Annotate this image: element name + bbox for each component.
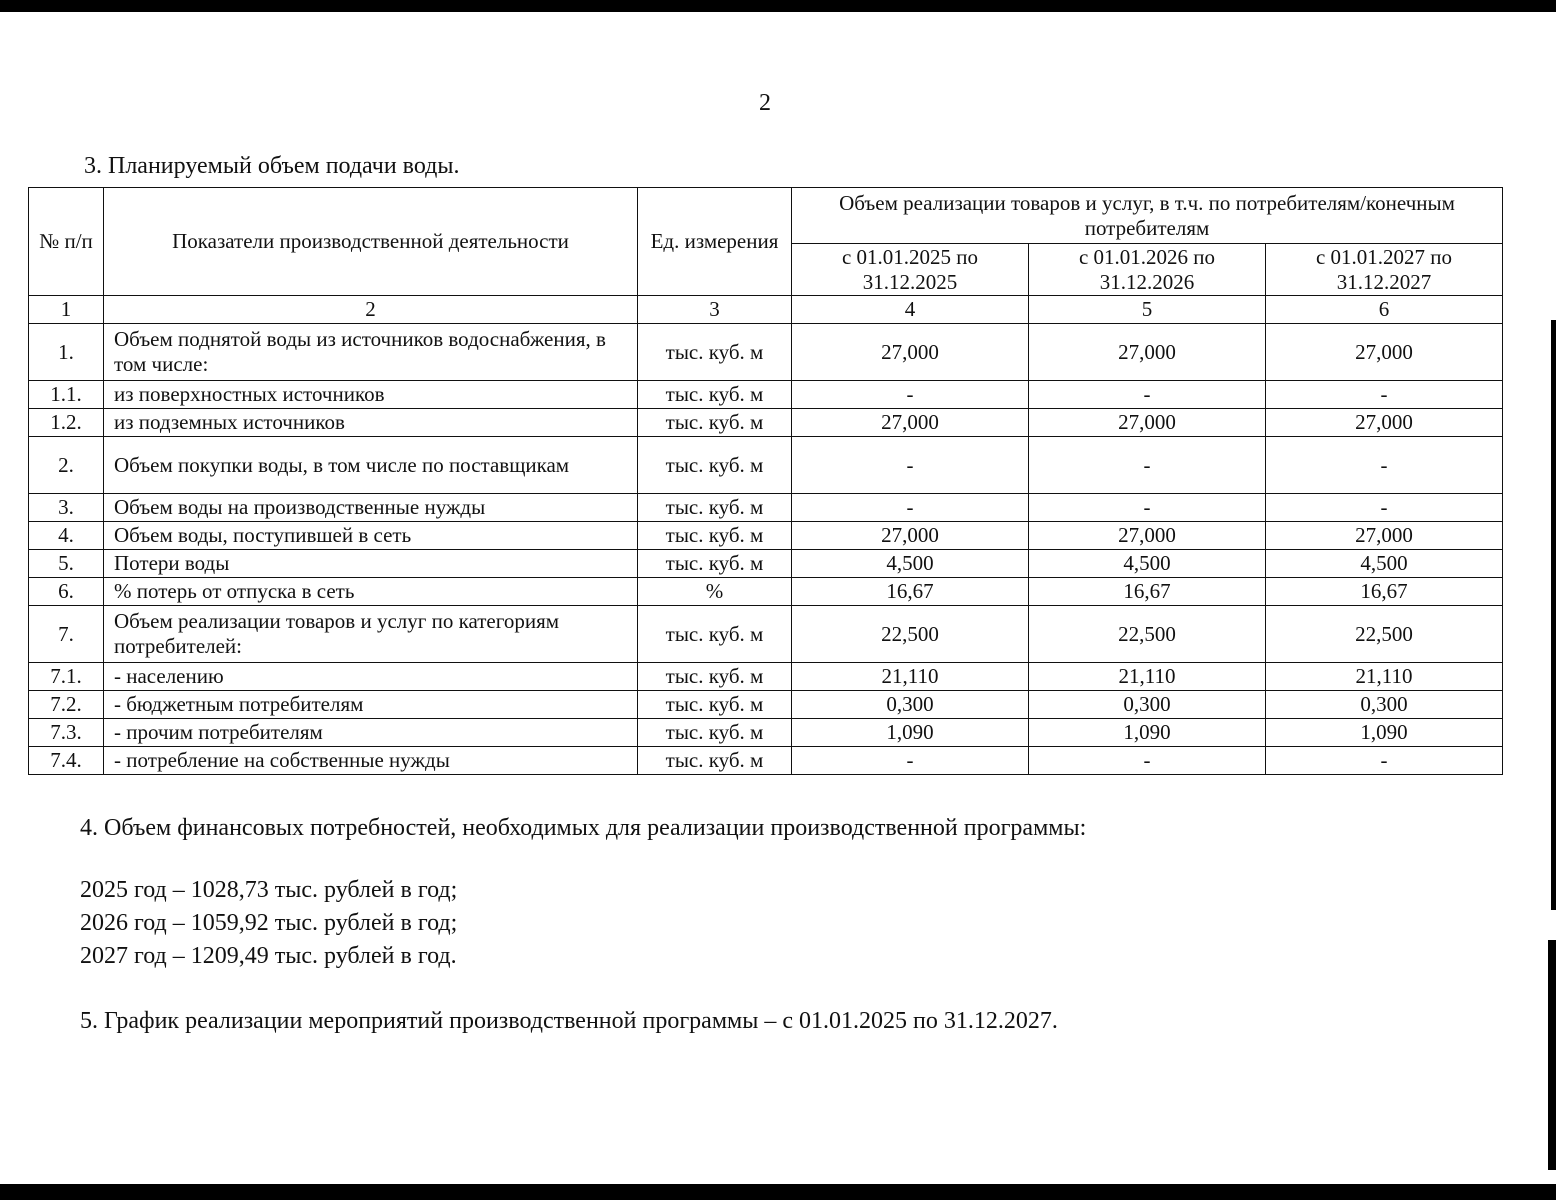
header-indicator: Показатели производственной деятельности <box>104 188 638 296</box>
table-row <box>29 437 1503 494</box>
row-value-2025: - <box>792 381 1029 409</box>
row-value-2025: - <box>792 494 1029 522</box>
row-num: 7.2. <box>29 691 104 719</box>
column-number: 4 <box>792 296 1029 324</box>
row-value-2025: 1,090 <box>792 719 1029 747</box>
row-value-2026: - <box>1029 747 1266 775</box>
row-num: 7.3. <box>29 719 104 747</box>
row-value-2027: 1,090 <box>1266 719 1503 747</box>
row-value-2025: 21,110 <box>792 663 1029 691</box>
row-num: 5. <box>29 550 104 578</box>
header-period-2027: с 01.01.2027 по 31.12.2027 <box>1266 244 1503 296</box>
row-value-2026: 4,500 <box>1029 550 1266 578</box>
column-number: 2 <box>104 296 638 324</box>
row-value-2026: 1,090 <box>1029 719 1266 747</box>
row-unit: тыс. куб. м <box>638 409 792 437</box>
section-4-title: 4. Объем финансовых потребностей, необходимых для реализации производственной программы: <box>80 815 1087 841</box>
row-value-2025: - <box>792 747 1029 775</box>
finance-line-2027: 2027 год – 1209,49 тыс. рублей в год. <box>80 943 457 969</box>
finance-line-2026: 2026 год – 1059,92 тыс. рублей в год; <box>80 910 458 936</box>
row-value-2027: 27,000 <box>1266 324 1503 381</box>
header-period-2026: с 01.01.2026 по 31.12.2026 <box>1029 244 1266 296</box>
row-unit: тыс. куб. м <box>638 494 792 522</box>
header-unit: Ед. измерения <box>638 188 792 296</box>
row-num: 1. <box>29 324 104 381</box>
row-value-2026: 22,500 <box>1029 606 1266 663</box>
scan-border-top <box>0 0 1556 12</box>
row-value-2027: 27,000 <box>1266 522 1503 550</box>
row-num: 3. <box>29 494 104 522</box>
row-unit: тыс. куб. м <box>638 691 792 719</box>
row-value-2027: 22,500 <box>1266 606 1503 663</box>
table-row <box>29 494 1503 522</box>
row-value-2027: 4,500 <box>1266 550 1503 578</box>
row-num: 1.2. <box>29 409 104 437</box>
row-num: 7.4. <box>29 747 104 775</box>
column-number: 1 <box>29 296 104 324</box>
row-name: - населению <box>104 663 638 691</box>
row-unit: тыс. куб. м <box>638 719 792 747</box>
row-name: Объем покупки воды, в том числе по поставщикам <box>104 437 638 494</box>
table-row <box>29 409 1503 437</box>
row-value-2027: - <box>1266 381 1503 409</box>
table-row <box>29 550 1503 578</box>
page-number: 2 <box>759 90 771 116</box>
row-name: Объем воды, поступившей в сеть <box>104 522 638 550</box>
table-header-row <box>29 188 1503 244</box>
table-row <box>29 606 1503 663</box>
row-value-2026: 27,000 <box>1029 522 1266 550</box>
row-value-2026: 16,67 <box>1029 578 1266 606</box>
row-value-2025: 27,000 <box>792 522 1029 550</box>
table-row <box>29 522 1503 550</box>
row-value-2025: - <box>792 437 1029 494</box>
row-unit: тыс. куб. м <box>638 747 792 775</box>
row-value-2027: - <box>1266 494 1503 522</box>
row-unit: тыс. куб. м <box>638 381 792 409</box>
column-number: 5 <box>1029 296 1266 324</box>
row-value-2027: 27,000 <box>1266 409 1503 437</box>
column-number: 6 <box>1266 296 1503 324</box>
table-row <box>29 381 1503 409</box>
row-value-2027: - <box>1266 747 1503 775</box>
row-value-2027: - <box>1266 437 1503 494</box>
scan-edge-right-lower <box>1548 940 1556 1170</box>
row-name: Потери воды <box>104 550 638 578</box>
section-5-text: 5. График реализации мероприятий производственной программы – с 01.01.2025 по 31.12.2027. <box>80 1008 1058 1034</box>
scan-border-bottom <box>0 1184 1556 1200</box>
row-value-2026: - <box>1029 494 1266 522</box>
finance-line-2025: 2025 год – 1028,73 тыс. рублей в год; <box>80 877 458 903</box>
table-row <box>29 324 1503 381</box>
row-num: 7. <box>29 606 104 663</box>
row-value-2025: 0,300 <box>792 691 1029 719</box>
row-value-2026: 27,000 <box>1029 324 1266 381</box>
table-row <box>29 578 1503 606</box>
row-unit: тыс. куб. м <box>638 522 792 550</box>
row-name: Объем воды на производственные нужды <box>104 494 638 522</box>
section-3-title: 3. Планируемый объем подачи воды. <box>84 153 460 179</box>
row-value-2026: 21,110 <box>1029 663 1266 691</box>
header-period-2025: с 01.01.2025 по 31.12.2025 <box>792 244 1029 296</box>
row-unit: тыс. куб. м <box>638 550 792 578</box>
table-row <box>29 663 1503 691</box>
column-number-row <box>29 296 1503 324</box>
row-unit: тыс. куб. м <box>638 324 792 381</box>
header-volume-group: Объем реализации товаров и услуг, в т.ч. по потребителям/конечным потребителям <box>792 188 1503 244</box>
row-value-2026: - <box>1029 381 1266 409</box>
row-name: - бюджетным потребителям <box>104 691 638 719</box>
row-value-2025: 16,67 <box>792 578 1029 606</box>
row-name: % потерь от отпуска в сеть <box>104 578 638 606</box>
row-name: Объем реализации товаров и услуг по категориям потребителей: <box>104 606 638 663</box>
column-number: 3 <box>638 296 792 324</box>
scan-edge-right <box>1551 320 1556 910</box>
row-value-2027: 0,300 <box>1266 691 1503 719</box>
row-value-2026: - <box>1029 437 1266 494</box>
row-name: - потребление на собственные нужды <box>104 747 638 775</box>
row-unit: % <box>638 578 792 606</box>
row-num: 6. <box>29 578 104 606</box>
row-name: из поверхностных источников <box>104 381 638 409</box>
row-value-2027: 21,110 <box>1266 663 1503 691</box>
row-value-2025: 27,000 <box>792 409 1029 437</box>
table-row <box>29 691 1503 719</box>
row-value-2025: 27,000 <box>792 324 1029 381</box>
table-row <box>29 719 1503 747</box>
row-value-2025: 4,500 <box>792 550 1029 578</box>
row-unit: тыс. куб. м <box>638 663 792 691</box>
row-unit: тыс. куб. м <box>638 606 792 663</box>
table-row <box>29 747 1503 775</box>
row-unit: тыс. куб. м <box>638 437 792 494</box>
row-value-2027: 16,67 <box>1266 578 1503 606</box>
row-num: 2. <box>29 437 104 494</box>
row-num: 7.1. <box>29 663 104 691</box>
row-value-2025: 22,500 <box>792 606 1029 663</box>
row-value-2026: 27,000 <box>1029 409 1266 437</box>
water-supply-table <box>28 187 1503 775</box>
header-num: № п/п <box>29 188 104 296</box>
row-name: из подземных источников <box>104 409 638 437</box>
row-num: 4. <box>29 522 104 550</box>
row-name: - прочим потребителям <box>104 719 638 747</box>
row-num: 1.1. <box>29 381 104 409</box>
row-name: Объем поднятой воды из источников водоснабжения, в том числе: <box>104 324 638 381</box>
row-value-2026: 0,300 <box>1029 691 1266 719</box>
